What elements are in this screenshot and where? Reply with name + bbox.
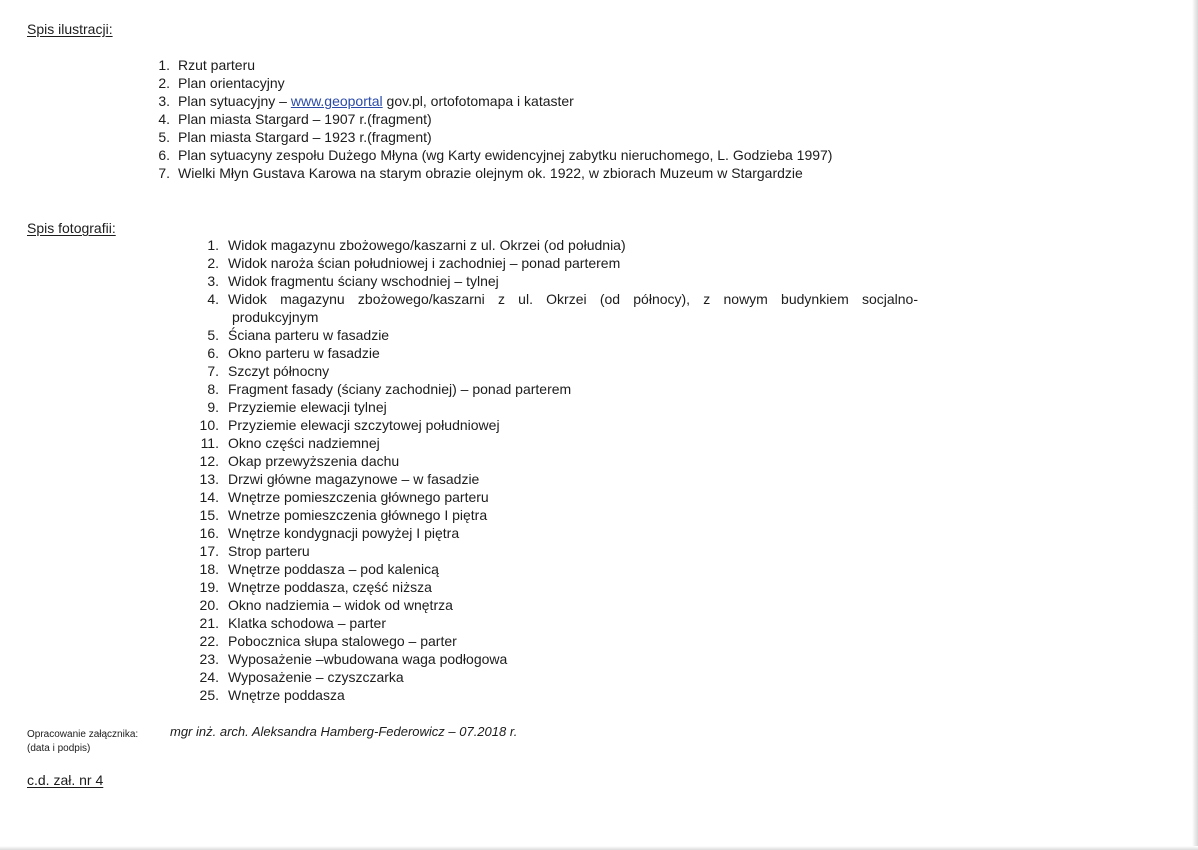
item-text: Wnetrze pomieszczenia głównego I piętra: [228, 507, 488, 523]
item-text: Widok magazynu zbożowego/kaszarni z ul. Okrzei (od południa): [228, 237, 626, 253]
item-number: 22.: [199, 633, 219, 649]
item-text: Wielki Młyn Gustava Karowa na starym obrazie olejnym ok. 1922, w zbiorach Muzeum w Stargardzie: [178, 165, 803, 181]
item-number: 18.: [199, 561, 219, 577]
item-number: 5.: [158, 129, 170, 145]
item-text: Plan miasta Stargard – 1907 r.(fragment): [178, 111, 432, 127]
item-number: 13.: [199, 471, 219, 487]
item-number: 16.: [199, 525, 219, 541]
item-number: 3.: [158, 93, 170, 109]
item-text: Wnętrze poddasza – pod kalenicą: [228, 561, 439, 577]
item-number: 7.: [158, 165, 170, 181]
prepared-by-label-line: (data i podpis): [27, 743, 91, 754]
item-number: 23.: [199, 651, 219, 667]
item-text: Plan sytuacyny zespołu Dużego Młyna (wg Karty ewidencyjnej zabytku nieruchomego, L. Godzieba 1997): [178, 147, 833, 163]
item-text: Plan orientacyjny: [178, 75, 285, 91]
item-text: Wyposażenie – czyszczarka: [228, 669, 404, 685]
item-number: 8.: [207, 381, 219, 397]
item-number: 5.: [207, 327, 219, 343]
item-number: 7.: [207, 363, 219, 379]
item-number: 2.: [158, 75, 170, 91]
prepared-by-label-line: Opracowanie załącznika:: [27, 729, 139, 740]
item-text: Wnętrze kondygnacji powyżej I piętra: [228, 525, 460, 541]
item-number: 3.: [207, 273, 219, 289]
item-number: 4.: [207, 291, 219, 307]
item-text: Okno parteru w fasadzie: [228, 345, 380, 361]
item-text: [228, 290, 918, 326]
item-number: 10.: [199, 417, 219, 433]
item-text: Strop parteru: [228, 543, 310, 559]
item-text: [178, 92, 574, 110]
item-text: Wnętrze pomieszczenia głównego parteru: [228, 489, 489, 505]
item-number: 4.: [158, 111, 170, 127]
item-text: Fragment fasady (ściany zachodniej) – ponad parterem: [228, 381, 572, 397]
item-text: Wnętrze poddasza, część niższa: [228, 579, 432, 595]
prepared-by-label: [27, 728, 138, 756]
geoportal-link[interactable]: www.geoportal: [290, 93, 383, 109]
item-text: Wyposażenie –wbudowana waga podłogowa: [228, 651, 508, 667]
item-number: 25.: [199, 687, 219, 703]
item-text-after-link: gov.pl, ortofotomapa i kataster: [382, 93, 574, 109]
item-text: Plan miasta Stargard – 1923 r.(fragment): [178, 129, 432, 145]
item-number: 15.: [199, 507, 219, 523]
item-number: 14.: [199, 489, 219, 505]
item-number: 21.: [199, 615, 219, 631]
item-number: 9.: [207, 399, 219, 415]
item-text: Okno nadziemia – widok od wnętrza: [228, 597, 453, 613]
item-text: Przyziemie elewacji szczytowej południowej: [228, 417, 500, 433]
item-text: Okno części nadziemnej: [228, 435, 380, 451]
item-text: Szczyt północny: [228, 363, 330, 379]
item-number: 1.: [207, 237, 219, 253]
illustrations-heading: Spis ilustracji:: [27, 21, 113, 37]
item-number: 11.: [200, 435, 219, 451]
photos-heading: Spis fotografii:: [27, 220, 116, 236]
item-text: Pobocznica słupa stalowego – parter: [228, 633, 457, 649]
item-text-line: produkcyjnym: [232, 309, 319, 325]
item-text-before-link: Plan sytuacyjny –: [178, 93, 291, 109]
item-number: 17.: [199, 543, 219, 559]
item-number: 6.: [158, 147, 170, 163]
page-edge: [0, 846, 1198, 850]
item-text: Widok fragmentu ściany wschodniej – tylnej: [228, 273, 499, 289]
attachment-reference: c.d. zał. nr 4: [27, 772, 104, 788]
item-number: 24.: [199, 669, 219, 685]
item-number: 6.: [207, 345, 219, 361]
item-text: Widok naroża ścian południowej i zachodniej – ponad parterem: [228, 255, 621, 271]
item-text: Drzwi główne magazynowe – w fasadzie: [228, 471, 480, 487]
item-text: Rzut parteru: [178, 57, 256, 73]
item-number: 19.: [199, 579, 219, 595]
item-text: Klatka schodowa – parter: [228, 615, 386, 631]
item-text: Okap przewyższenia dachu: [228, 453, 400, 469]
author-signature: mgr inż. arch. Aleksandra Hamberg-Federowicz – 07.2018 r.: [170, 724, 518, 739]
item-text: Przyziemie elewacji tylnej: [228, 399, 387, 415]
item-number: 2.: [207, 255, 219, 271]
item-number: 20.: [199, 597, 219, 613]
item-text-line: Widok magazynu zbożowego/kaszarni z ul. Okrzei (od północy), z nowym budynkiem socjalno-: [228, 291, 918, 307]
item-number: 12.: [199, 453, 219, 469]
item-text: Wnętrze poddasza: [228, 687, 345, 703]
item-number: 1.: [158, 57, 170, 73]
page-edge: [1192, 0, 1198, 850]
item-text: Ściana parteru w fasadzie: [228, 327, 390, 343]
